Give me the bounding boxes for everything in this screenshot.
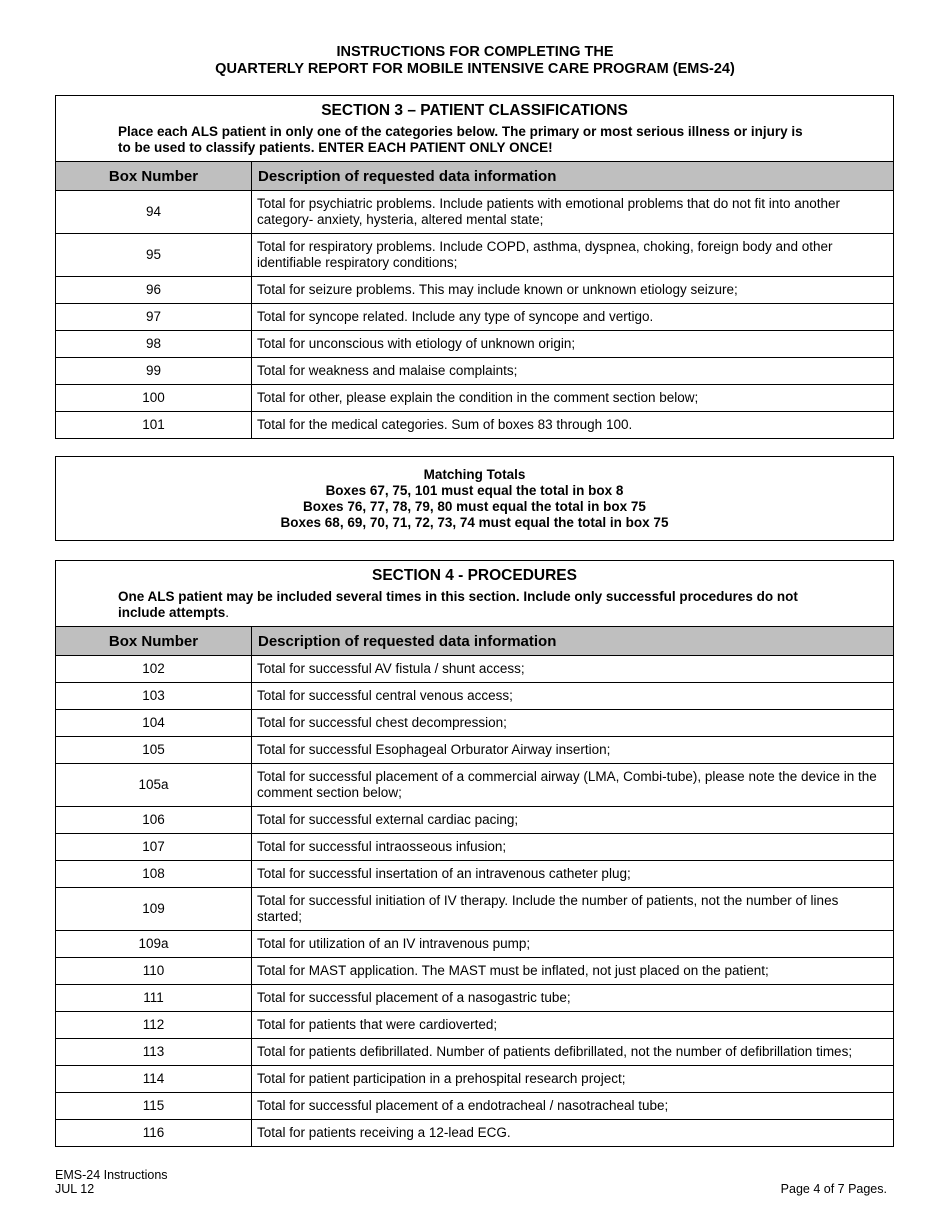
box-number: 96 [56, 277, 252, 304]
box-number: 106 [56, 807, 252, 834]
box-number: 97 [56, 304, 252, 331]
section-3-title: SECTION 3 – PATIENT CLASSIFICATIONS [321, 102, 628, 119]
table-row [56, 191, 893, 234]
column-header-description: Description of requested data information [252, 627, 894, 656]
section-3-instructions [56, 120, 893, 161]
box-description: Total for successful AV fistula / shunt access; [257, 661, 525, 676]
matching-totals-title: Matching Totals [423, 467, 526, 482]
table-row [56, 385, 893, 412]
box-description: Total for other, please explain the condition in the comment section below; [252, 385, 894, 412]
table-row [56, 277, 893, 304]
table-row [56, 931, 893, 958]
footer-page-number: Page 4 of 7 Pages. [780, 1182, 887, 1196]
table-row [56, 1012, 893, 1039]
box-description: Total for successful placement of a nasogastric tube; [252, 985, 894, 1012]
table-row [56, 1093, 893, 1120]
box-description: Total for patients defibrillated. Number of patients defibrillated, not the number of defibrillation times; [252, 1039, 894, 1066]
table-row [56, 710, 893, 737]
box-description: Total for successful intraosseous infusion; [252, 834, 894, 861]
footer-date: JUL 12 [55, 1182, 95, 1196]
box-description: Total for patient participation in a prehospital research project; [252, 1066, 894, 1093]
box-number: 103 [56, 683, 252, 710]
box-number: 113 [56, 1039, 252, 1066]
section-3-note-line2: to be used to classify patients. ENTER EACH PATIENT ONLY ONCE! [118, 140, 553, 155]
table-row [56, 683, 893, 710]
table-row [56, 331, 893, 358]
box-description: Total for unconscious with etiology of unknown origin; [252, 331, 894, 358]
box-description: Total for utilization of an IV intravenous pump; [252, 931, 894, 958]
box-number: 110 [56, 958, 252, 985]
section-3-patient-classifications [55, 95, 894, 439]
box-description: Total for successful central venous access; [252, 683, 894, 710]
table-row [56, 1066, 893, 1093]
box-description: Total for successful external cardiac pacing; [252, 807, 894, 834]
table-row [56, 304, 893, 331]
box-description: Total for successful Esophageal Orburator Airway insertion; [252, 737, 894, 764]
box-number: 98 [56, 331, 252, 358]
section-4-note-line2 [118, 605, 873, 621]
box-description: Total for MAST application. The MAST must be inflated, not just placed on the patient; [252, 958, 894, 985]
box-number: 101 [56, 412, 252, 439]
section-3-table [56, 161, 893, 438]
section-3-note-line1: Place each ALS patient in only one of the categories below. The primary or most serious illness or injury is [118, 124, 803, 139]
box-number: 100 [56, 385, 252, 412]
box-number: 102 [56, 656, 252, 683]
box-description: Total for psychiatric problems. Include patients with emotional problems that do not fit into another category- anxiety, hysteria, altered mental state; [257, 196, 841, 227]
document-title-line2: QUARTERLY REPORT FOR MOBILE INTENSIVE CARE PROGRAM (EMS-24) [215, 61, 735, 77]
footer-left [55, 1168, 168, 1196]
section-4-title: SECTION 4 - PROCEDURES [372, 567, 577, 584]
box-number: 107 [56, 834, 252, 861]
box-description: Total for successful initiation of IV therapy. Include the number of patients, not the number of lines started; [252, 888, 894, 931]
box-description: Total for successful placement of a commercial airway (LMA, Combi-tube), please note the device in the comment section below; [252, 764, 894, 807]
section-4-note-line1: One ALS patient may be included several times in this section. Include only successful procedures do not [118, 589, 798, 604]
box-number: 94 [56, 191, 252, 234]
box-number: 114 [56, 1066, 252, 1093]
table-row [56, 412, 893, 439]
column-header-box-number: Box Number [56, 627, 252, 656]
matching-rule: Boxes 76, 77, 78, 79, 80 must equal the total in box 75 [303, 499, 646, 514]
box-description: Total for seizure problems. This may include known or unknown etiology seizure; [252, 277, 894, 304]
box-number: 109 [56, 888, 252, 931]
document-title-line1: INSTRUCTIONS FOR COMPLETING THE [336, 44, 614, 60]
table-row [56, 234, 893, 277]
table-row [56, 834, 893, 861]
table-row [56, 764, 893, 807]
footer-form-name: EMS-24 Instructions [55, 1168, 168, 1182]
column-header-description: Description of requested data information [252, 162, 894, 191]
matching-rule: Boxes 67, 75, 101 must equal the total in box 8 [325, 483, 624, 498]
box-number: 99 [56, 358, 252, 385]
box-description: Total for the medical categories. Sum of boxes 83 through 100. [252, 412, 894, 439]
box-description: Total for syncope related. Include any type of syncope and vertigo. [252, 304, 894, 331]
table-row [56, 807, 893, 834]
matching-totals-box [55, 456, 894, 541]
section-4-table [56, 626, 893, 1146]
table-row [56, 358, 893, 385]
table-row [56, 656, 893, 683]
box-description: Total for respiratory problems. Include COPD, asthma, dyspnea, choking, foreign body and other identifiable respiratory conditions; [252, 234, 894, 277]
box-description: Total for weakness and malaise complaints; [252, 358, 894, 385]
box-description: Total for patients that were cardioverted; [252, 1012, 894, 1039]
box-number: 105a [56, 764, 252, 807]
box-description: Total for successful chest decompression; [252, 710, 894, 737]
table-row [56, 1039, 893, 1066]
table-row [56, 958, 893, 985]
table-row [56, 888, 893, 931]
box-number: 104 [56, 710, 252, 737]
column-header-box-number: Box Number [56, 162, 252, 191]
matching-rule: Boxes 68, 69, 70, 71, 72, 73, 74 must equal the total in box 75 [280, 515, 669, 530]
table-row [56, 1120, 893, 1147]
box-number: 109a [56, 931, 252, 958]
table-row [56, 985, 893, 1012]
section-4-instructions [56, 585, 893, 626]
box-number: 105 [56, 737, 252, 764]
box-description: Total for patients receiving a 12-lead ECG. [252, 1120, 894, 1147]
box-description: Total for successful placement of a endotracheal / nasotracheal tube; [252, 1093, 894, 1120]
document-title [0, 44, 950, 78]
section-4-procedures [55, 560, 894, 1147]
box-number: 112 [56, 1012, 252, 1039]
section-4-note-line2-text: include attempts [118, 605, 226, 620]
table-row [56, 737, 893, 764]
table-row [56, 861, 893, 888]
box-number: 108 [56, 861, 252, 888]
box-number: 116 [56, 1120, 252, 1147]
section-4-note-period: . [225, 605, 230, 620]
box-number: 111 [56, 985, 252, 1012]
box-number: 115 [56, 1093, 252, 1120]
box-description: Total for successful insertation of an intravenous catheter plug; [252, 861, 894, 888]
box-number: 95 [56, 234, 252, 277]
